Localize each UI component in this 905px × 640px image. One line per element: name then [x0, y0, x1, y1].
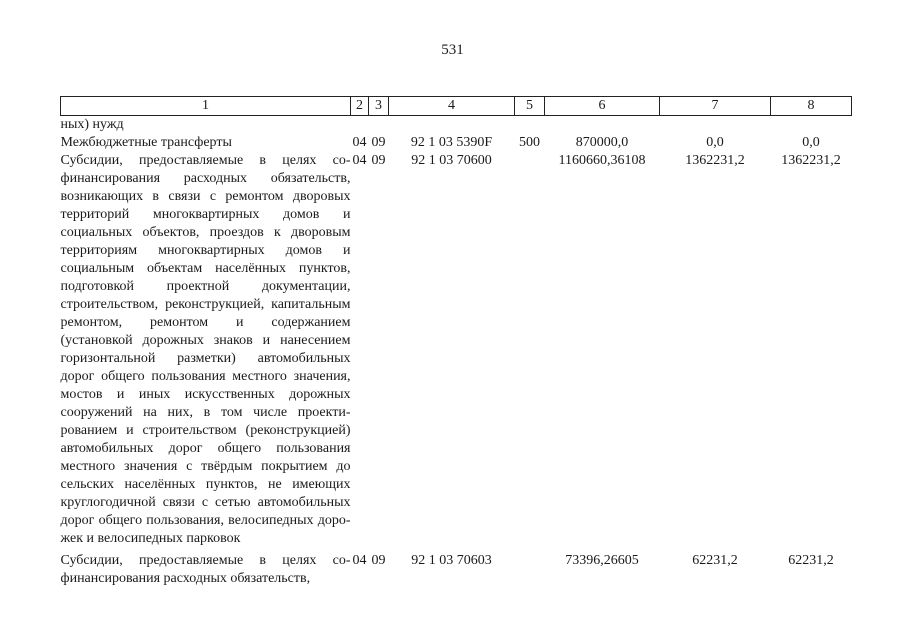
row-target-code [389, 116, 515, 135]
row-expense-type [515, 548, 545, 588]
row-target-code: 92 1 03 70603 [411, 553, 492, 568]
row-target-code: 92 1 03 70600 [411, 153, 492, 168]
column-header: 1 [61, 97, 351, 116]
row-subsection: 09 [371, 553, 386, 568]
row-subsection [369, 116, 389, 135]
row-target-code: 92 1 03 5390F [410, 135, 493, 150]
row-subsection: 09 [371, 135, 386, 150]
page-number: 531 [441, 42, 464, 58]
row-name: Субсидии, предоставляемые в целях софинансирования расходных обязательств, [60, 553, 351, 586]
row-name: Субсидии, предоставляемые в целях софинансирования расходных обязательств, возникающих в связи с ремонтом дворовых территорий многоквартирных домов и социальных объектов, проездов к дворовым территориям многоквартирных домов и социальным объектам населённых пунктов, подготовкой проектной документации, строительством, реконструкцией, капитальным ремонтом, ремонтом и содержанием (установкой дорожных знаков и нанесением горизонтальной разметки) автомобильных дорог общего пользования местного значения, мостов и иных искусственных дорожных сооружений на них, в том числе проектированием и строительством (реконструкцией) автомобильных дорог общего пользования местного значения с твёрдым покрытием до сельских населённых пунктов, не имеющих круглогодичной связи с сетью автомобильных дорог общего пользования, велосипедных дорожек и велосипедных парковок [60, 153, 351, 546]
row-name: ных) нужд [60, 117, 124, 132]
column-header: 6 [545, 97, 660, 116]
row-value-8: 1362231,2 [781, 153, 841, 168]
row-name: Межбюджетные трансферты [60, 135, 232, 150]
row-value-6 [545, 116, 660, 135]
row-section [351, 116, 369, 135]
row-expense-type [515, 116, 545, 135]
row-value-6: 73396,26605 [565, 553, 639, 568]
row-expense-type [515, 152, 545, 548]
table-row [61, 152, 852, 548]
row-section: 04 [352, 153, 367, 168]
row-section: 04 [352, 553, 367, 568]
table-row [61, 116, 852, 135]
row-value-8 [771, 116, 852, 135]
row-value-7: 0,0 [706, 135, 724, 150]
column-header: 7 [660, 97, 771, 116]
column-header: 4 [389, 97, 515, 116]
row-subsection: 09 [371, 153, 386, 168]
column-header: 5 [515, 97, 545, 116]
row-value-7 [660, 116, 771, 135]
column-header: 2 [351, 97, 369, 116]
column-header: 8 [771, 97, 852, 116]
row-value-8: 62231,2 [788, 553, 834, 568]
row-value-7: 1362231,2 [685, 153, 745, 168]
table-row [61, 134, 852, 152]
row-expense-type: 500 [519, 135, 540, 150]
table-row [61, 548, 852, 588]
row-value-6: 870000,0 [575, 135, 629, 150]
row-value-8: 0,0 [802, 135, 820, 150]
column-header: 3 [369, 97, 389, 116]
table-header-row [61, 97, 852, 116]
row-value-7: 62231,2 [692, 553, 738, 568]
row-value-6: 1160660,36108 [558, 153, 646, 168]
row-section: 04 [352, 135, 367, 150]
budget-table [60, 96, 852, 588]
